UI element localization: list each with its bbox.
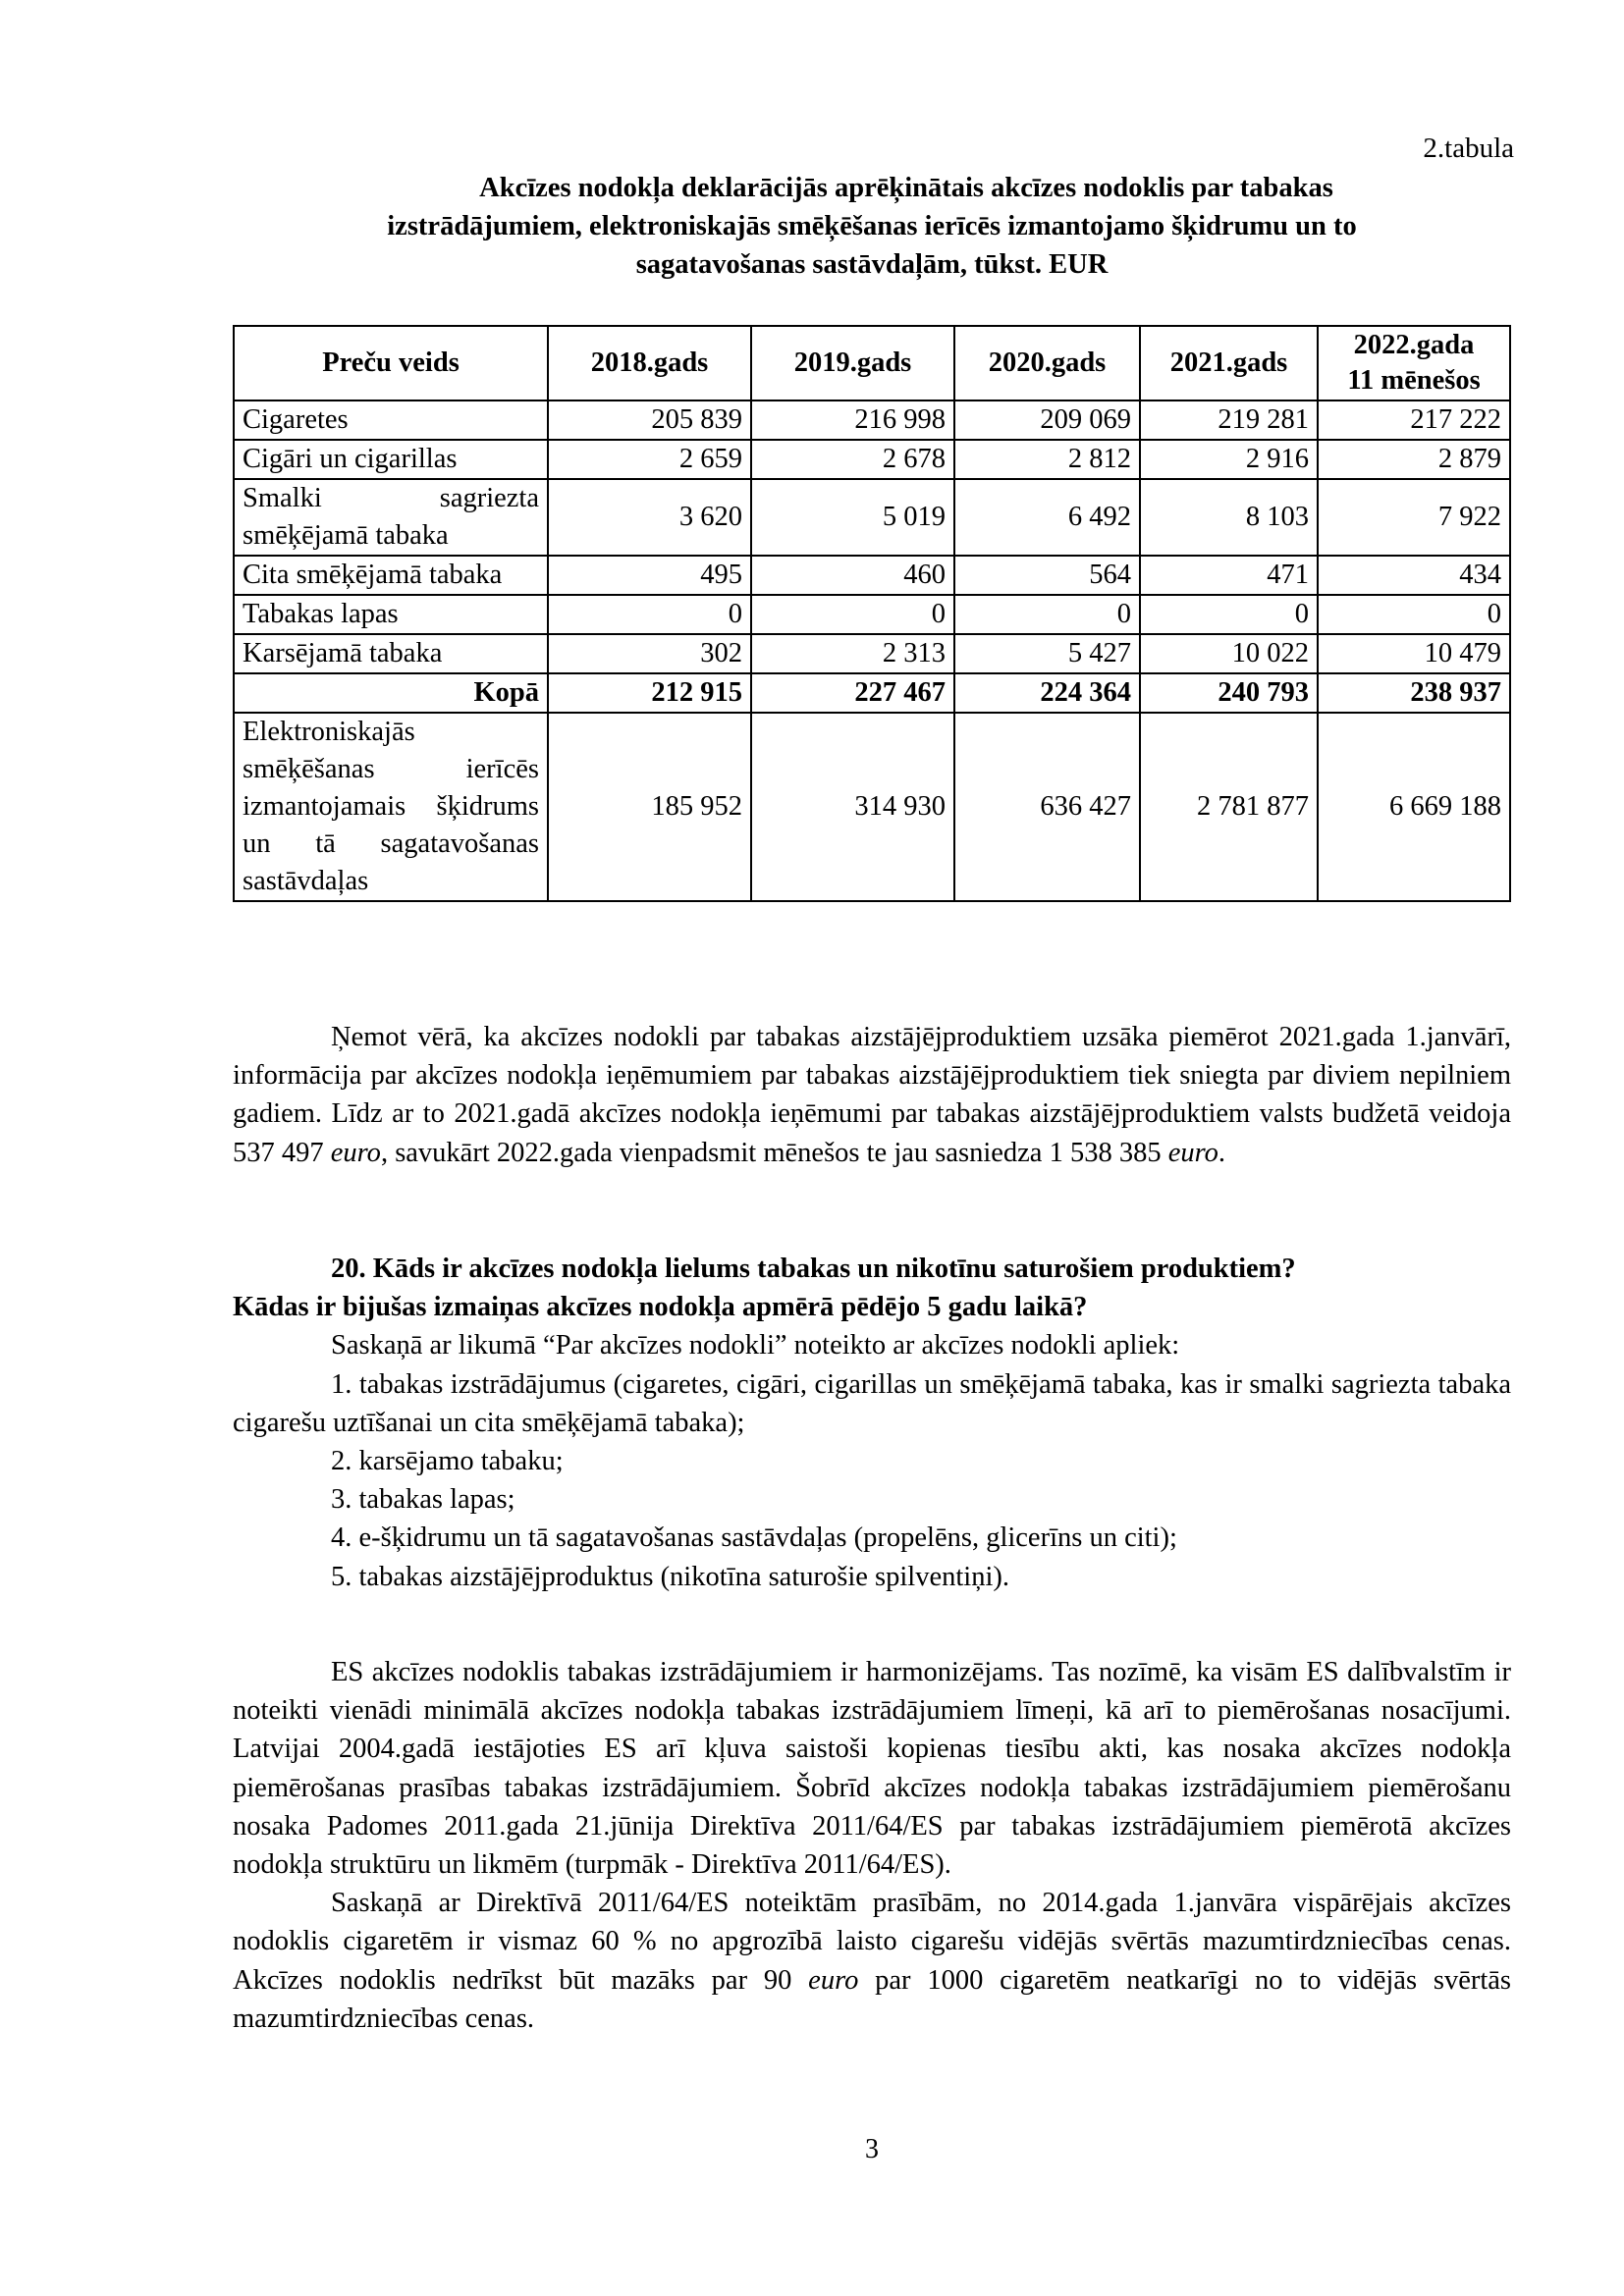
row-label: Cigaretes	[234, 400, 548, 440]
total-label: Kopā	[234, 673, 548, 713]
list-item: 5. tabakas aizstājējproduktus (nikotīna saturošie spilventiņi).	[331, 1561, 1009, 1592]
paragraph-text: .	[1218, 1137, 1226, 1168]
paragraph-substitute-products	[233, 1018, 1511, 1172]
row-label: Cita smēķējamā tabaka	[234, 556, 548, 595]
list-item: 4. e-šķidrumu un tā sagatavošanas sastāvdaļas (propelēns, glicerīns un citi);	[331, 1522, 1177, 1554]
cell-value: 2 916	[1140, 440, 1318, 479]
paragraph-text: Ņemot vērā, ka akcīzes nodokli par tabakas aizstājējproduktiem uzsāka piemērot 2021.gada 1.janvārī, informācija par akcīzes nodokļa ieņēmumiem par tabakas aizstājējproduktiem tiek sniegta par diviem nepilniem gadiem. Līdz ar to 2021.gadā akcīzes nodokļa ieņēmumi par tabakas aizstājējproduktiem valsts budžetā veidoja 537 497	[233, 1022, 1511, 1168]
cell-value: 219 281	[1140, 400, 1318, 440]
currency-italic: euro	[1167, 1137, 1218, 1168]
table-title-line-2: izstrādājumiem, elektroniskajās smēķēšanas ierīcēs izmantojamo šķidrumu un to	[387, 211, 1357, 241]
cell-value: 434	[1318, 556, 1510, 595]
cell-value: 2 879	[1318, 440, 1510, 479]
total-value: 238 937	[1318, 673, 1510, 713]
row-label: Karsējamā tabaka	[234, 634, 548, 673]
table-total-row	[234, 673, 1510, 713]
column-header-2018: 2018.gads	[548, 326, 751, 400]
paragraph-directive-requirements	[233, 1884, 1511, 2038]
table-label: 2.tabula	[1423, 133, 1514, 164]
cell-value: 216 998	[751, 400, 954, 440]
table-row	[234, 479, 1510, 556]
column-header-2021: 2021.gads	[1140, 326, 1318, 400]
paragraph-text: par 1000 cigaretēm neatkarīgi no to vidējās svērtās mazumtirdzniecības cenas.	[233, 1964, 1511, 2034]
question-line-2: Kādas ir bijušas izmaiņas akcīzes nodokļa apmērā pēdējo 5 gadu laikā?	[233, 1292, 1088, 1323]
column-header-2022-line1: 2022.gada	[1353, 330, 1475, 360]
paragraph-text: , savukārt 2022.gada vienpadsmit mēnešos te jau sasniedza 1 538 385	[380, 1137, 1168, 1168]
currency-italic: euro	[808, 1964, 859, 1996]
cell-value: 2 781 877	[1140, 713, 1318, 901]
total-value: 227 467	[751, 673, 954, 713]
intro-text: Saskaņā ar likumā “Par akcīzes nodokli” noteikto ar akcīzes nodokli apliek:	[331, 1330, 1180, 1362]
cell-value: 460	[751, 556, 954, 595]
cell-value: 0	[1140, 595, 1318, 634]
cell-value: 205 839	[548, 400, 751, 440]
table-row	[234, 713, 1510, 901]
cell-value: 7 922	[1318, 479, 1510, 556]
row-label: Elektroniskajās smēķēšanas ierīcēs izmantojamais šķidrums un tā sagatavošanas sastāvdaļas	[234, 713, 548, 901]
cell-value: 185 952	[548, 713, 751, 901]
row-label: Cigāri un cigarillas	[234, 440, 548, 479]
cell-value: 636 427	[954, 713, 1140, 901]
column-header-product-type: Preču veids	[234, 326, 548, 400]
paragraph-text: Saskaņā ar Direktīvā 2011/64/ES noteiktām prasībām, no 2014.gada 1.janvāra vispārējais akcīzes nodoklis cigaretēm ir vismaz 60 % no apgrozībā laisto cigarešu vidējās svērtās mazumtirdzniecības cenas. Akcīzes nodoklis nedrīkst būt mazāks par 90	[233, 1888, 1511, 1996]
paragraph-text: ES akcīzes nodoklis tabakas izstrādājumiem ir harmonizējams. Tas nozīmē, ka visām ES dalībvalstīm ir noteikti vienādi minimālā akcīzes nodokļa tabakas izstrādājumiem līmeņi, kā arī to piemērošanas nosacījumi. Latvijai 2004.gadā iestājoties ES arī kļuva saistoši kopienas tiesību akti, kas nosaka akcīzes nodokļa piemērošanas prasības tabakas izstrādājumiem. Šobrīd akcīzes nodokļa tabakas izstrādājumiem piemērošanu nosaka Padomes 2011.gada 21.jūnija Direktīva 2011/64/ES par tabakas izstrādājumiem piemērotā akcīzes nodokļa struktūru un likmēm (turpmāk - Direktīva 2011/64/ES).	[233, 1657, 1511, 1881]
cell-value: 3 620	[548, 479, 751, 556]
table-header-row	[234, 326, 1510, 400]
row-label: Smalki sagriezta smēķējamā tabaka	[234, 479, 548, 556]
table-row	[234, 400, 1510, 440]
cell-value: 6 669 188	[1318, 713, 1510, 901]
list-item: 1. tabakas izstrādājumus (cigaretes, cigāri, cigarillas un smēķējamā tabaka, kas ir smalki sagriezta tabaka cigarešu uztīšanai un cita smēķējamā tabaka);	[233, 1368, 1511, 1438]
column-header-2022-11-months	[1318, 326, 1510, 400]
cell-value: 495	[548, 556, 751, 595]
cell-value: 2 812	[954, 440, 1140, 479]
table-title-line-1: Akcīzes nodokļa deklarācijās aprēķinātais akcīzes nodoklis par tabakas	[479, 173, 1333, 203]
question-heading-cont	[233, 1288, 1511, 1326]
cell-value: 0	[751, 595, 954, 634]
cell-value: 10 479	[1318, 634, 1510, 673]
currency-italic: euro	[330, 1137, 381, 1168]
cell-value: 6 492	[954, 479, 1140, 556]
cell-value: 217 222	[1318, 400, 1510, 440]
total-value: 212 915	[548, 673, 751, 713]
cell-value: 209 069	[954, 400, 1140, 440]
list-item: 3. tabakas lapas;	[331, 1484, 515, 1516]
question-section	[233, 1250, 1511, 1596]
cell-value: 302	[548, 634, 751, 673]
paragraph-eu-harmonization	[233, 1653, 1511, 2038]
cell-value: 314 930	[751, 713, 954, 901]
total-value: 240 793	[1140, 673, 1318, 713]
excise-tax-table	[233, 325, 1511, 902]
table-title-line-3: sagatavošanas sastāvdaļām, tūkst. EUR	[635, 249, 1109, 280]
row-label: Tabakas lapas	[234, 595, 548, 634]
cell-value: 0	[1318, 595, 1510, 634]
cell-value: 471	[1140, 556, 1318, 595]
cell-value: 2 313	[751, 634, 954, 673]
question-heading	[233, 1250, 1511, 1288]
table-row	[234, 556, 1510, 595]
cell-value: 8 103	[1140, 479, 1318, 556]
cell-value: 5 427	[954, 634, 1140, 673]
cell-value: 10 022	[1140, 634, 1318, 673]
cell-value: 2 659	[548, 440, 751, 479]
table-row	[234, 595, 1510, 634]
question-line-1: 20. Kāds ir akcīzes nodokļa lielums tabakas un nikotīnu saturošiem produktiem?	[331, 1254, 1296, 1284]
table-row	[234, 634, 1510, 673]
column-header-2022-line2: 11 mēnešos	[1347, 365, 1481, 396]
cell-value: 0	[548, 595, 751, 634]
column-header-2019: 2019.gads	[751, 326, 954, 400]
cell-value: 0	[954, 595, 1140, 634]
total-value: 224 364	[954, 673, 1140, 713]
cell-value: 564	[954, 556, 1140, 595]
cell-value: 2 678	[751, 440, 954, 479]
list-item: 2. karsējamo tabaku;	[331, 1446, 564, 1477]
cell-value: 5 019	[751, 479, 954, 556]
page-number: 3	[865, 2134, 879, 2164]
column-header-2020: 2020.gads	[954, 326, 1140, 400]
table-title	[233, 169, 1511, 284]
table-row	[234, 440, 1510, 479]
